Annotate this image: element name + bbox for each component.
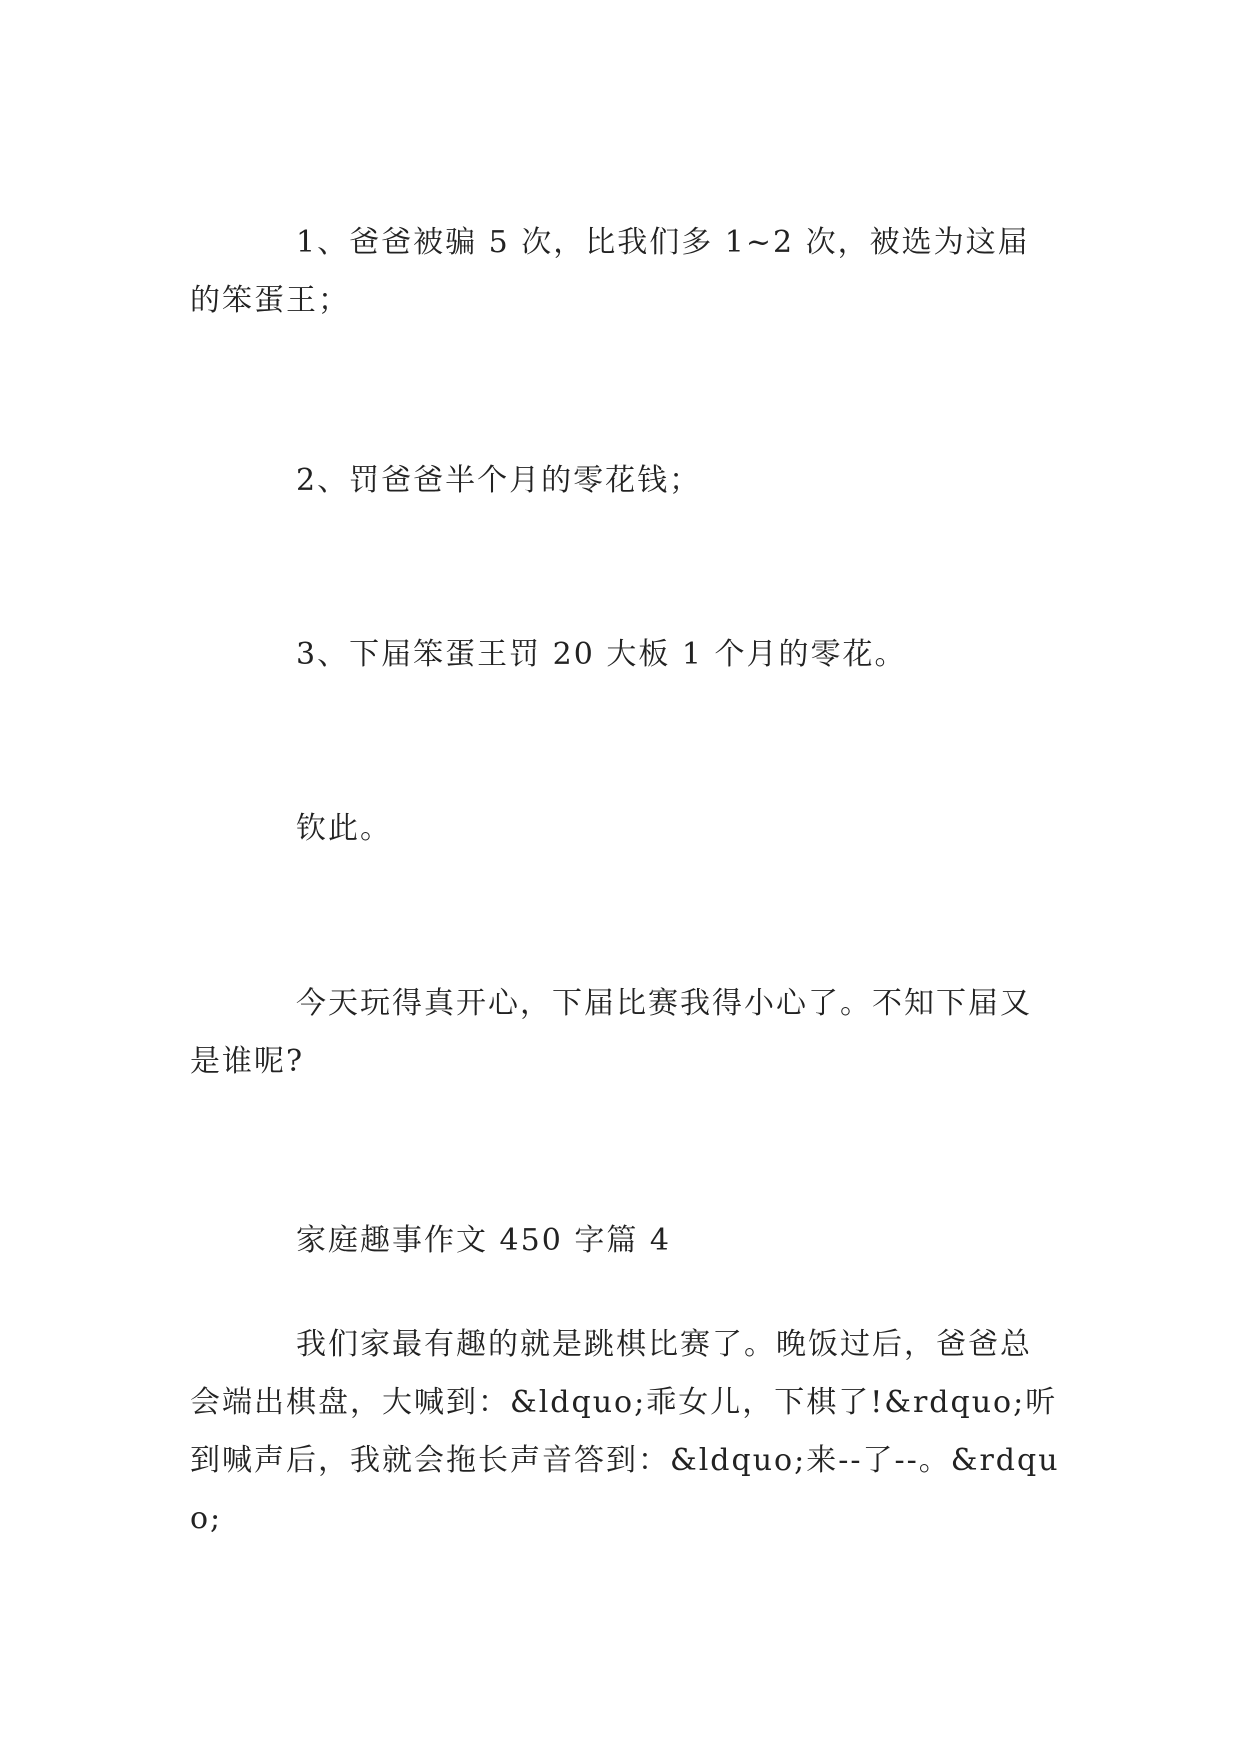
paragraph-verdict-1: 1、爸爸被骗 5 次，比我们多 1~2 次，被选为这届的笨蛋王； xyxy=(190,225,1030,318)
paragraph-verdict-3: 3、下届笨蛋王罚 20 大板 1 个月的零花。 xyxy=(296,637,907,672)
paragraph-conclusion: 今天玩得真开心，下届比赛我得小心了。不知下届又是谁呢? xyxy=(190,986,1032,1079)
section-heading: 家庭趣事作文 450 字篇 4 xyxy=(296,1223,671,1258)
paragraph-story-intro: 我们家最有趣的就是跳棋比赛了。晚饭过后，爸爸总会端出棋盘，大喊到：&ldquo;乖女儿，下棋了!&rdquo;听到喊声后，我就会拖长声音答到：&ldquo;来--了--。&rdquo; xyxy=(190,1327,1060,1536)
paragraph-verdict-2: 2、罚爸爸半个月的零花钱； xyxy=(296,463,702,498)
paragraph-decree: 钦此。 xyxy=(296,811,392,846)
